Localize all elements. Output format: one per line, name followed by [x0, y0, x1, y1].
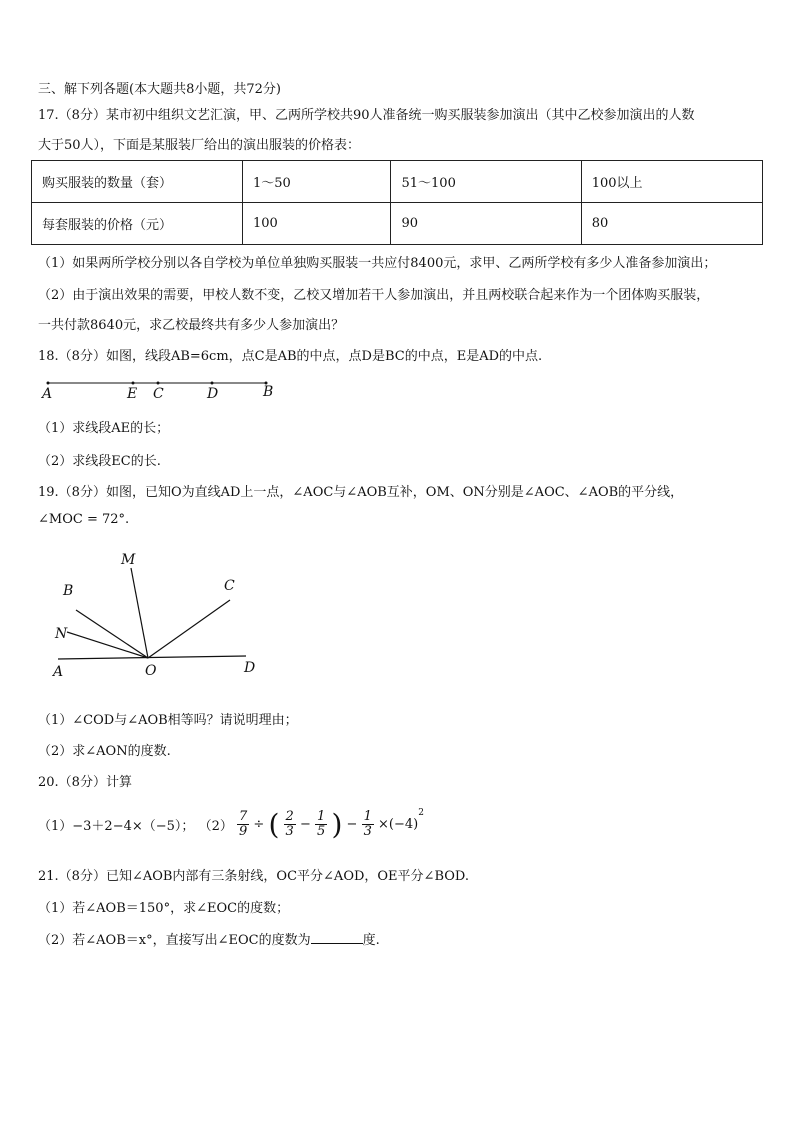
q17-part2-line1: （2）由于演出效果的需要，甲校人数不变，乙校又增加若干人参加演出，并且两校联合起来作为一个团体购买服装， [38, 288, 710, 303]
table-row [32, 203, 763, 245]
price-table [31, 160, 763, 245]
q20-part1: （1）−3＋2−4×（−5）； [38, 819, 195, 834]
table-cell: 1～50 [243, 161, 391, 203]
label-c: C [153, 386, 164, 402]
q17-stem-line1: 17.（8分）某市初中组织文艺汇演，甲、乙两所学校共90人准备统一购买服装参加演出（其中乙校参加演出的人数 [38, 108, 695, 123]
q18-part1: （1）求线段AE的长； [38, 421, 170, 436]
q18-stem: 18.（8分）如图，线段AB=6cm，点C是AB的中点，点D是BC的中点，E是AD的中点. [38, 349, 543, 364]
point-c [157, 382, 160, 385]
table-cell: 100 [243, 203, 391, 245]
label-n: N [55, 626, 68, 642]
q20-exponent: 2 [418, 808, 424, 818]
q19-stem-line2: ∠MOC = 72°. [38, 512, 130, 527]
label-a: A [42, 386, 53, 402]
q17-part2-line2: 一共付款8640元，求乙校最终共有多少人参加演出？ [38, 318, 345, 333]
q21-part2: （2）若∠AOB＝x°，直接写出∠EOC的度数为 度. [38, 933, 380, 948]
q20-tail: ×(−4) [377, 817, 419, 832]
q19-part1: （1）∠COD与∠AOB相等吗？请说明理由； [38, 713, 298, 728]
q20-part2-label: （2） [198, 819, 233, 834]
point-a [47, 382, 50, 385]
ray-oc [148, 600, 230, 658]
table-cell: 购买服装的数量（套） [32, 161, 243, 203]
fraction: $\frac{7}{9}$ [239, 809, 248, 839]
table-cell: 80 [581, 203, 762, 245]
q21-part1: （1）若∠AOB＝150°，求∠EOC的度数； [38, 901, 290, 916]
q20-expressions: （1）−3＋2−4×（−5）； （2） $\frac{7}{9}$ ÷ ( $\frac{2}{3}$ − $\frac{1}{5}$ ) − $\frac{1}{3}$ $\times(-4)^2$ [38, 808, 424, 841]
section-heading: 三、解下列各题(本大题共8小题，共72分) [38, 82, 281, 97]
table-row [32, 161, 763, 203]
fraction: $\frac{1}{5}$ [317, 809, 326, 839]
label-c2: C [224, 578, 235, 594]
ray-ob [76, 610, 148, 658]
q21-stem: 21.（8分）已知∠AOB内部有三条射线，OC平分∠AOD，OE平分∠BOD. [38, 869, 469, 884]
label-m: M [121, 552, 136, 568]
q17-stem-line2: 大于50人），下面是某服装厂给出的演出服装的价格表： [38, 138, 361, 153]
q17-part1: （1）如果两所学校分别以各自学校为单位单独购买服装一共应付8400元，求甲、乙两所学校有多少人准备参加演出； [38, 256, 717, 271]
q20-stem: 20.（8分）计算 [38, 775, 132, 790]
answer-blank [311, 931, 363, 944]
point-e [132, 382, 135, 385]
label-d2: D [244, 660, 256, 676]
table-cell: 每套服装的价格（元） [32, 203, 243, 245]
label-d: D [207, 386, 219, 402]
table-cell: 51～100 [391, 161, 581, 203]
fraction: $\frac{2}{3}$ [285, 809, 294, 839]
label-o: O [145, 663, 157, 679]
point-d [211, 382, 214, 385]
ray-on [67, 632, 148, 658]
q18-part2: （2）求线段EC的长. [38, 454, 161, 469]
table-cell: 90 [391, 203, 581, 245]
q19-part2: （2）求∠AON的度数. [38, 744, 171, 759]
fraction: $\frac{1}{3}$ [363, 809, 372, 839]
label-b2: B [63, 583, 74, 599]
ray-om [131, 568, 148, 658]
line-ad [58, 656, 246, 659]
table-cell: 100以上 [581, 161, 762, 203]
label-e: E [127, 386, 138, 402]
q19-stem-line1: 19.（8分）如图，已知O为直线AD上一点，∠AOC与∠AOB互补，OM、ON分别是∠AOC、∠AOB的平分线， [38, 485, 684, 500]
label-b: B [263, 384, 274, 400]
label-a2: A [53, 664, 64, 680]
